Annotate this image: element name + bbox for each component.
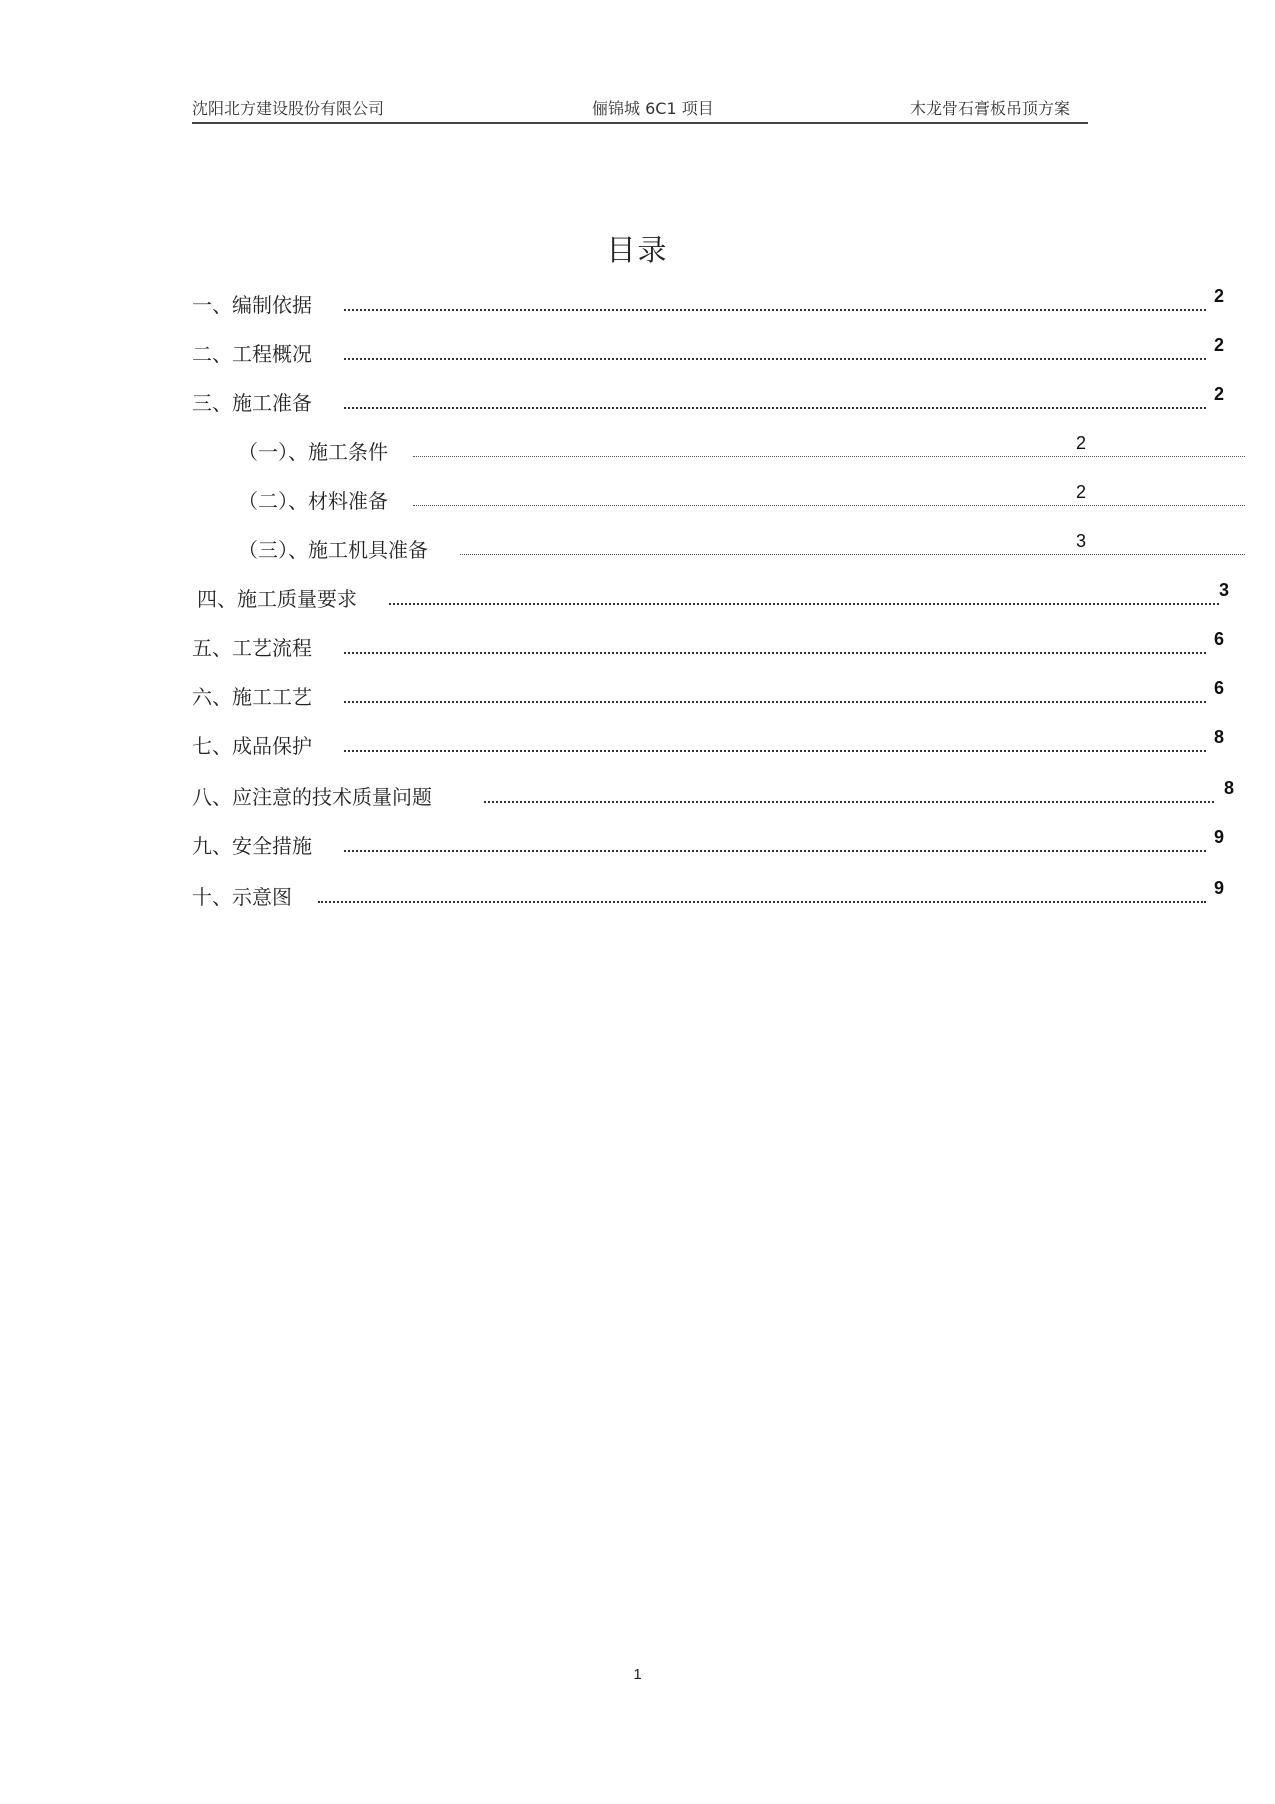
toc-entry-label: 八、应注意的技术质量问题 xyxy=(192,785,432,809)
toc-entry[interactable] xyxy=(192,678,1225,711)
toc-entry-page: 8 xyxy=(1224,778,1235,798)
toc-entry-label: （三）、施工机具准备 xyxy=(238,538,428,562)
toc-entry-label: 二、工程概况 xyxy=(192,342,312,366)
toc-entry-page: 2 xyxy=(1214,286,1225,306)
toc-entry-page: 8 xyxy=(1214,727,1225,747)
toc-entry[interactable] xyxy=(192,384,1225,417)
toc-entry-label: 一、编制依据 xyxy=(192,293,312,317)
toc-entry-page: 2 xyxy=(1076,433,1087,453)
toc-leader-dots xyxy=(389,603,1219,605)
toc-leader-dots xyxy=(318,901,1206,903)
toc-entry-sub[interactable] xyxy=(238,531,1088,564)
toc-entry[interactable] xyxy=(192,778,1235,811)
toc-entry-page: 3 xyxy=(1219,580,1230,600)
toc-entry-label: 九、安全措施 xyxy=(192,834,312,858)
toc-entry[interactable] xyxy=(192,335,1225,368)
toc-entry[interactable] xyxy=(192,629,1225,662)
header-document-title: 木龙骨石膏板吊顶方案 xyxy=(909,99,1070,118)
toc-leader-dots xyxy=(484,801,1214,803)
toc-entry[interactable] xyxy=(197,580,1230,613)
toc-entry-page: 9 xyxy=(1214,827,1225,847)
toc-leader-dots xyxy=(344,358,1206,360)
toc-entry-label: 四、施工质量要求 xyxy=(197,587,357,611)
toc-entry-label: 七、成品保护 xyxy=(192,734,312,758)
footer-page-number: 1 xyxy=(633,1666,642,1683)
toc-entry-page: 3 xyxy=(1076,531,1087,551)
toc-entry-label: 十、示意图 xyxy=(192,885,292,909)
toc-entry[interactable] xyxy=(192,827,1225,860)
toc-entry-page: 2 xyxy=(1076,482,1087,502)
toc-leader-dots xyxy=(344,750,1206,752)
header-company: 沈阳北方建设股份有限公司 xyxy=(192,99,385,118)
toc-entry[interactable] xyxy=(192,727,1225,760)
toc-leader-dots xyxy=(344,701,1206,703)
toc-entry-label: 五、工艺流程 xyxy=(192,636,312,660)
toc-entry-label: （二）、材料准备 xyxy=(238,489,388,513)
toc-leader-dots xyxy=(344,652,1206,654)
toc-entry-page: 9 xyxy=(1214,878,1225,898)
toc-entry-sub[interactable] xyxy=(238,482,1088,515)
toc-entry-page: 6 xyxy=(1214,678,1225,698)
toc-leader-dots xyxy=(413,456,1245,457)
toc-entry[interactable] xyxy=(192,286,1225,319)
toc-entry-page: 2 xyxy=(1214,384,1225,404)
toc-leader-dots xyxy=(460,554,1245,555)
toc-entry-sub[interactable] xyxy=(238,433,1088,466)
toc-leader-dots xyxy=(344,407,1206,409)
page-header xyxy=(192,92,1088,124)
toc-entry-page: 6 xyxy=(1214,629,1225,649)
toc-leader-dots xyxy=(413,505,1245,506)
toc-entry-page: 2 xyxy=(1214,335,1225,355)
toc-leader-dots xyxy=(344,850,1206,852)
toc-entry-label: 六、施工工艺 xyxy=(192,685,312,709)
toc-entry-label: 三、施工准备 xyxy=(192,391,312,415)
toc-entry[interactable] xyxy=(192,878,1225,911)
toc-title: 目录 xyxy=(606,233,669,267)
toc-entry-label: （一）、施工条件 xyxy=(238,440,388,464)
toc-leader-dots xyxy=(344,309,1206,311)
header-project: 俪锦城 6C1 项目 xyxy=(592,99,714,118)
